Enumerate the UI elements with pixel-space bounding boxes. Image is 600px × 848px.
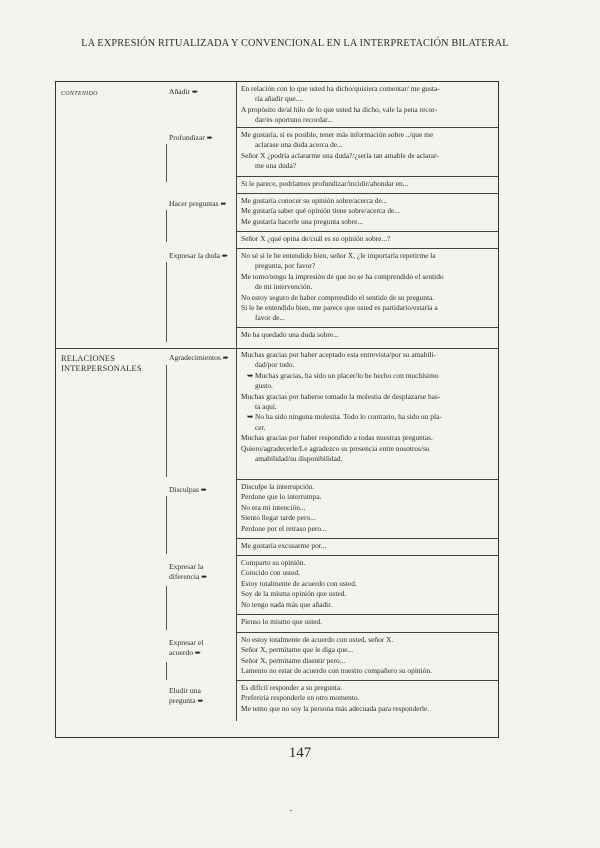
phrase-cell xyxy=(236,633,498,681)
phrase-line: amabilidad/su disponibilidad. xyxy=(255,454,343,464)
phrase-line: Señor X, permítame que le diga que... xyxy=(241,645,354,655)
section-title-relaciones: RELACIONES INTERPERSONALES xyxy=(61,354,142,373)
phrase-line: Perdone por el retraso pero... xyxy=(241,523,327,533)
phrase-line: Me gustaría conocer su opinión sobre/acerca de... xyxy=(241,196,388,205)
phrase-line: me una duda? xyxy=(255,161,297,171)
phrase-line: Me gustaría hacerle una pregunta sobre... xyxy=(241,216,363,226)
phrase-line: Me ha quedado una duda sobre... xyxy=(241,330,339,339)
phrase-line: Me gustaría saber qué opinión tiene sobre/acerca de... xyxy=(241,206,400,216)
subcat-hacer-preguntas: Hacer preguntas ➨ xyxy=(169,199,227,208)
phrase-line: Comparto su opinión. xyxy=(241,558,306,567)
phrase-line: No estoy seguro de haber comprendido el sentido de su pregunta. xyxy=(241,292,435,302)
page-number: 147 xyxy=(288,745,312,761)
phrase-line: Si le parece, podríamos profundizar/incidir/ahondar en... xyxy=(241,179,409,188)
phrase-line: Señor X ¿podría aclararme una duda?/¿sería tan amable de aclarar- xyxy=(241,150,439,160)
phrase-line: ➥ Muchas gracias, ha sido un placer/lo he hecho con muchísimo xyxy=(247,370,439,380)
phrase-line: No estoy totalmente de acuerdo con usted, señor X. xyxy=(241,635,394,644)
phrase-line: Disculpe la interrupción. xyxy=(241,482,315,491)
phrase-line: Pienso lo mismo que usted. xyxy=(241,617,323,626)
phrase-line: dar/es oportuno recordar... xyxy=(255,115,333,125)
phrase-line: Muchas gracias por haber aceptado esta entrevista/por su amabili- xyxy=(241,350,436,359)
phrase-line: Me tomo/tengo la impresión de que no se ha comprendido el sentido xyxy=(241,271,444,281)
phrase-line: Perdone que lo interrumpa. xyxy=(241,492,322,502)
phrase-cell xyxy=(236,556,498,615)
phrase-cell xyxy=(236,615,498,633)
phrase-table xyxy=(55,81,499,738)
subcat-profundizar: Profundizar ➨ xyxy=(169,133,214,142)
phrase-line: Me gustaría excusarme por... xyxy=(241,541,327,550)
subcat-rule xyxy=(166,662,167,680)
phrase-line: Lamento no estar de acuerdo con nuestro compañero su opinión. xyxy=(241,666,432,676)
phrase-line: de mi intervención. xyxy=(255,282,313,292)
phrase-line: ría añadir que.... xyxy=(255,94,304,104)
running-head: LA EXPRESIÓN RITUALIZADA Y CONVENCIONAL EN LA INTERPRETACIÓN BILATERAL xyxy=(81,38,509,49)
phrase-line: cer. xyxy=(255,422,266,432)
subcat-eludir-pregunta: Eludir una pregunta ➨ xyxy=(169,686,204,705)
phrase-line: En relación con lo que usted ha dicho/quisiera comentar/ me gusta- xyxy=(241,84,440,93)
phrase-line: Preferiría responderle en otro momento. xyxy=(241,693,360,703)
section-title-contenido: CONTENIDO xyxy=(61,91,98,97)
subcat-rule xyxy=(166,586,167,630)
phrase-line: ➥ No ha sido ninguna molestia. Todo lo contrario, ha sido un pla- xyxy=(247,412,442,422)
phrase-cell xyxy=(236,249,498,328)
phrase-line: A propósito de/al hilo de lo que usted ha dicho, vale la pena recor- xyxy=(241,104,438,114)
phrase-cell xyxy=(236,194,498,232)
subcat-rule xyxy=(166,496,167,554)
phrase-line: pregunta, por favor? xyxy=(255,261,316,271)
phrase-line: ta aquí. xyxy=(255,402,277,412)
phrase-line: Señor X, permítame disentir pero... xyxy=(241,655,346,665)
subcat-rule xyxy=(166,144,167,182)
phrase-line: No sé si le he entendido bien, señor X, ¿le importaría repetirme la xyxy=(241,251,436,260)
subcat-anadir: Añadir ➨ xyxy=(169,87,199,96)
phrase-cell xyxy=(236,128,498,177)
phrase-line: dad/por todo. xyxy=(255,360,295,370)
phrase-line: aclarase una duda acerca de... xyxy=(255,140,343,150)
phrase-cell xyxy=(236,348,498,480)
phrase-cell xyxy=(236,82,498,128)
phrase-cell xyxy=(236,539,498,556)
phrase-line: gusto. xyxy=(255,381,273,391)
phrase-line: No tengo nada más que añadir. xyxy=(241,599,333,609)
subcat-expresar-duda: Expresar la duda ➨ xyxy=(169,251,229,260)
subcat-rule xyxy=(166,210,167,242)
phrase-line: Si le he entendido bien, me parece que usted es partidario/estaría a xyxy=(241,303,438,313)
phrase-cell xyxy=(236,681,498,721)
phrase-line: Señor X ¿qué opina de/cuál es su opinión sobre...? xyxy=(241,234,391,243)
phrase-line: favor de... xyxy=(255,313,285,323)
phrase-line: No era mi intención... xyxy=(241,502,306,512)
subcat-expresar-acuerdo: Expresar el acuerdo ➨ xyxy=(169,638,204,657)
subcat-rule xyxy=(166,365,167,477)
scan-speck xyxy=(290,810,292,811)
phrase-line: Muchas gracias por haberse tomado la molestia de desplazarse has- xyxy=(241,391,441,401)
phrase-line: Muchas gracias por haber respondido a todas nuestras preguntas. xyxy=(241,433,433,443)
phrase-line: Es difícil responder a su pregunta. xyxy=(241,683,342,692)
subcat-rule xyxy=(166,262,167,342)
subcat-expresar-diferencia: Expresar la diferencia ➨ xyxy=(169,562,208,581)
phrase-line: Estoy totalmente de acuerdo con usted. xyxy=(241,578,357,588)
phrase-cell xyxy=(236,328,498,348)
phrase-line: Me gustaría, si es posible, tener más información sobre ../que me xyxy=(241,130,434,139)
subcat-disculpas: Disculpas ➨ xyxy=(169,485,208,494)
phrase-cell xyxy=(236,177,498,194)
phrase-cell xyxy=(236,480,498,539)
phrase-line: Coincido con usted. xyxy=(241,568,300,578)
phrase-line: Siento llegar tarde pero... xyxy=(241,513,316,523)
phrase-line: Soy de la misma opinión que usted. xyxy=(241,589,347,599)
phrase-cell xyxy=(236,232,498,249)
phrase-line: Me temo que no soy la persona más adecuada para responderle. xyxy=(241,703,430,713)
phrase-line: Quiero/agradecerle/Le agradezco su presencia entre nosotros/su xyxy=(241,443,430,453)
subcat-agradecimientos: Agradecimientos ➨ xyxy=(169,353,230,362)
